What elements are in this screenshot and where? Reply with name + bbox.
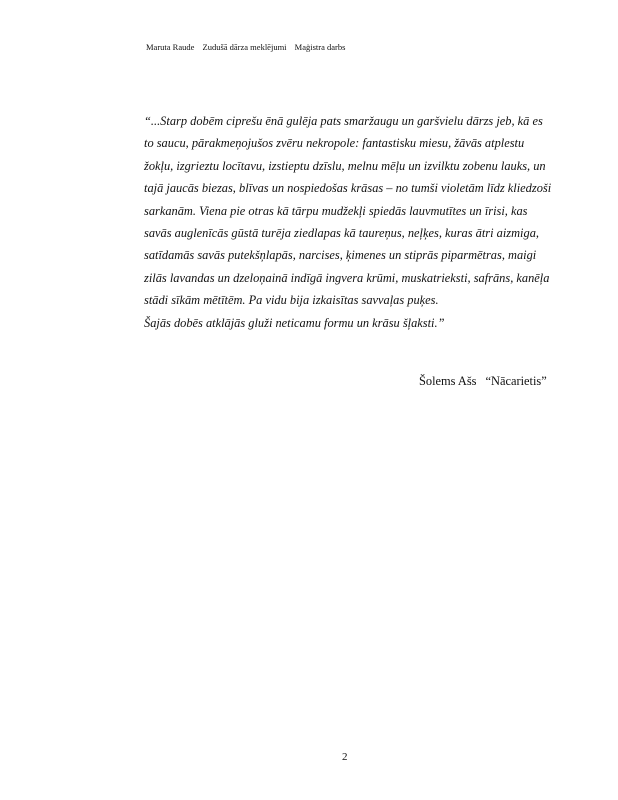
attribution-work-title: “Nācarietis”: [485, 374, 547, 388]
header-title: Zudušā dārza meklējumi: [202, 42, 287, 52]
running-header: [146, 41, 345, 53]
header-author: Maruta Raude: [146, 42, 195, 52]
epigraph-line: savās auglenīcās gūstā turēja ziedlapas kā taureņus, neļķes, kuras ātri aizmiga,: [144, 226, 539, 241]
epigraph-line: sarkanām. Viena pie otras kā tārpu mudžekļi spiedās lauvmutītes un īrisi, kas: [144, 203, 528, 218]
epigraph-line: satīdamās savās putekšņlapās, narcises, ķimenes un stiprās piparmētras, maigi: [144, 248, 537, 263]
page-number: 2: [342, 751, 348, 763]
epigraph-line: tajā jaucās biezas, blīvas un nospiedošas krāsas – no tumši violetām līdz kliedzoši: [144, 181, 552, 196]
epigraph-quote: [144, 110, 552, 334]
attribution-author: Šolems Ašs: [419, 374, 477, 388]
header-document-type: Maģistra darbs: [294, 42, 346, 52]
epigraph-line: “...Starp dobēm ciprešu ēnā gulēja pats smaržaugu un garšvielu dārzs jeb, kā es: [144, 114, 543, 128]
epigraph-line: stādi sīkām mētītēm. Pa vidu bija izkaisītas savvaļas puķes.: [144, 293, 439, 308]
epigraph-line: Šajās dobēs atklājās gluži neticamu formu un krāsu šļaksti.”: [144, 315, 445, 330]
epigraph-attribution: [419, 373, 547, 389]
epigraph-line: to saucu, pārakmeņojušos zvēru nekropole: fantastisku miesu, žāvās atplestu: [144, 136, 525, 151]
epigraph-line: zilās lavandas un dzeloņainā indīgā ingvera krūmi, muskatrieksti, safrāns, kanēļa: [144, 270, 550, 285]
epigraph-line: žokļu, izgrieztu locītavu, izstieptu dzīslu, melnu mēļu un izvilktu zobenu lauks, un: [144, 158, 546, 173]
